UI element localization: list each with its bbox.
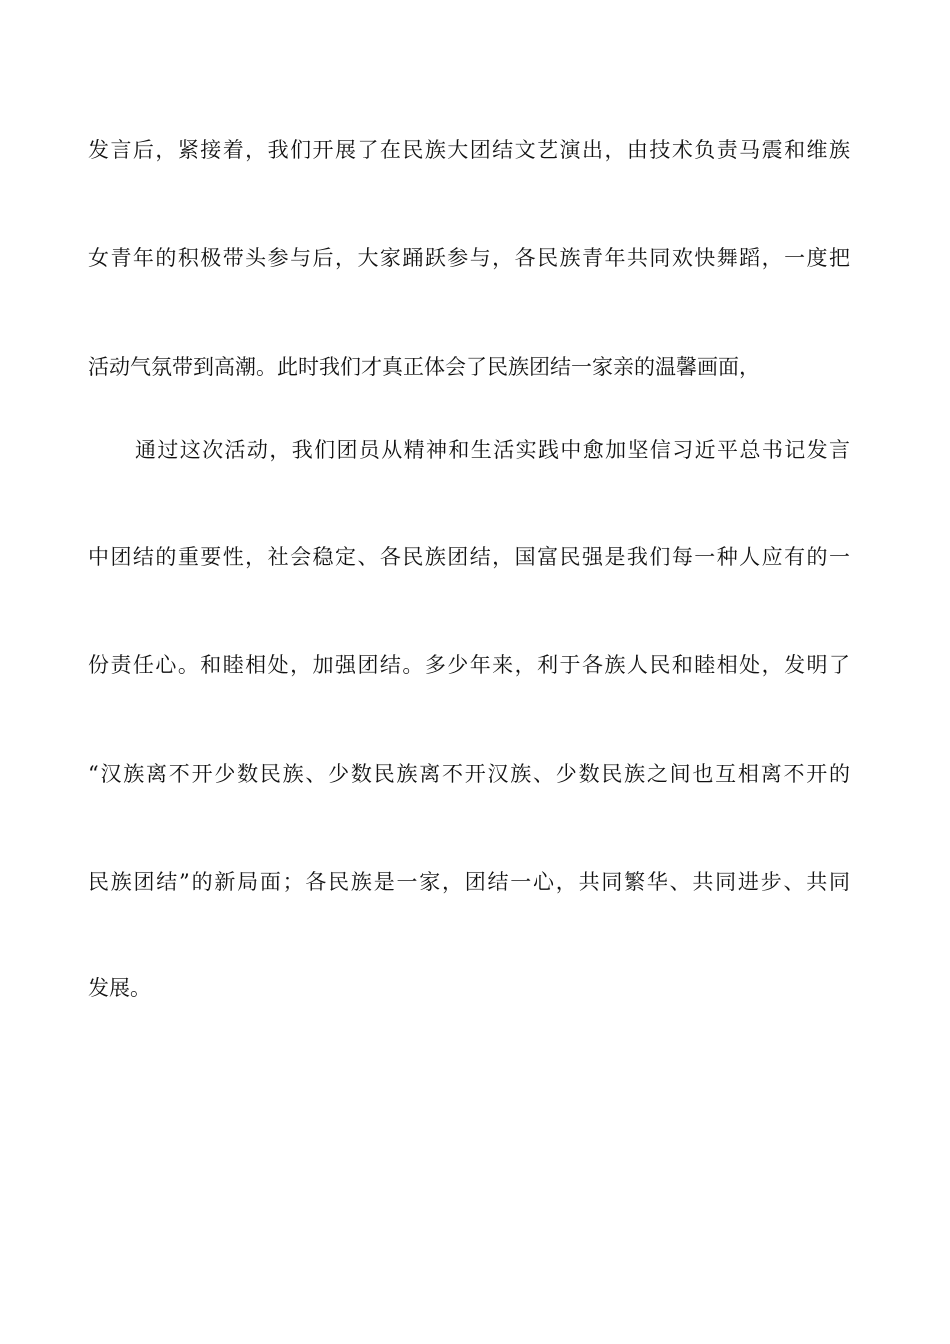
paragraph-2-line-6: 发展。	[88, 976, 151, 1000]
paragraph-1-line-2: 女青年的积极带头参与后，大家踊跃参与，各民族青年共同欢快舞蹈，一度把	[88, 246, 850, 270]
paragraph-1-line-1: 发言后，紧接着，我们开展了在民族大团结文艺演出，由技术负责马震和维族	[88, 138, 850, 162]
paragraph-2-line-4: “汉族离不开少数民族、少数民族离不开汉族、少数民族之间也互相离不开的	[88, 762, 850, 786]
paragraph-2-line-5: 民族团结”的新局面；各民族是一家，团结一心，共同繁华、共同进步、共同	[88, 870, 850, 894]
paragraph-2-line-1: 通过这次活动，我们团员从精神和生活实践中愈加坚信习近平总书记发言	[135, 438, 850, 462]
paragraph-2-line-2: 中团结的重要性，社会稳定、各民族团结，国富民强是我们每一种人应有的一	[88, 545, 850, 569]
paragraph-1-line-3: 活动气氛带到高潮。此时我们才真正体会了民族团结一家亲的温馨画面，	[88, 355, 760, 379]
paragraph-2-line-3: 份责任心。和睦相处，加强团结。多少年来，利于各族人民和睦相处，发明了	[88, 653, 850, 677]
